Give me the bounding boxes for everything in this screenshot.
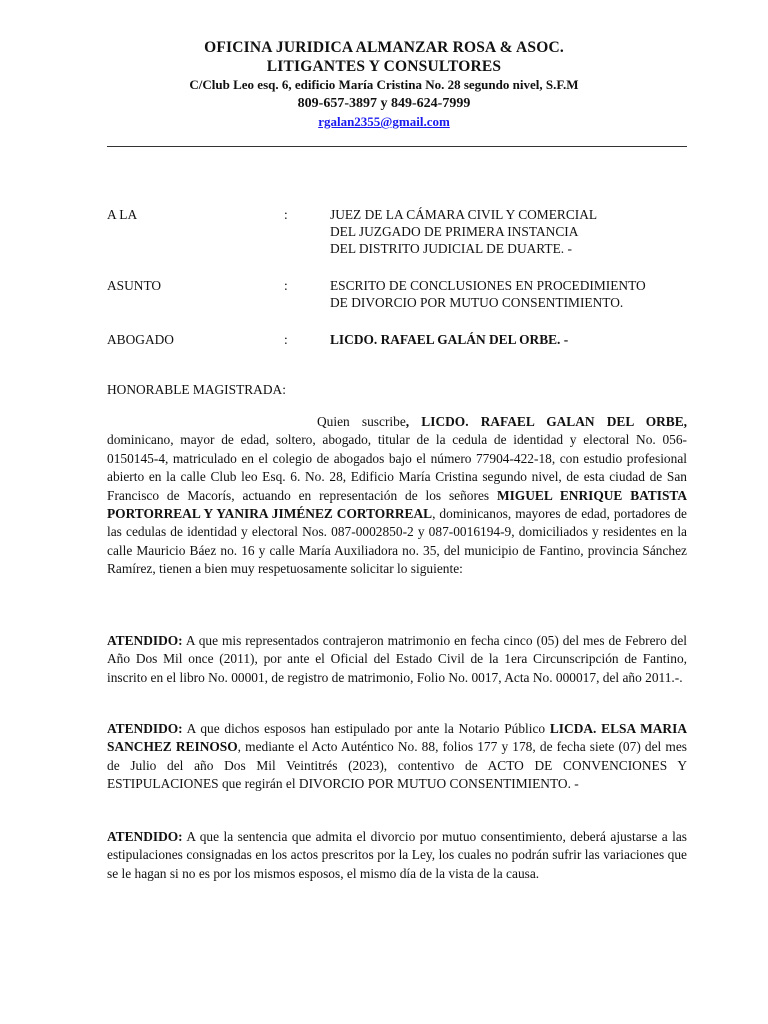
letterhead: [0, 38, 768, 130]
intro-text-continued: , dominicanos, mayores de edad, portadores de las cedulas de identidad y electoral Nos. 087-0002850-2 y 087-0016194-9, domiciliados y residentes en la calle Mauricio Báez no. 16 y calle María Auxiliadora no. 35, del municipio de Fantino, provincia Sánchez Ramírez, tienen a bien muy respetuosamente solicitar lo siguiente:: [107, 506, 687, 577]
firm-phones: 809-657-3897 y 849-624-7999: [297, 96, 471, 111]
firm-tagline: LITIGANTES Y CONSULTORES: [266, 58, 502, 75]
addressee-colon: :: [284, 207, 288, 222]
intro-text: dominicano, mayor de edad, soltero, abogado, titular de la cedula de identidad y electoral No. 056-0150145-4, matriculado en el colegio de abogados bajo el número 77904-422-18, con estudio profesional abierto en la calle Club leo Esq. 6. No. 28, Edificio María Cristina segundo nivel, de esta ciudad de San Francisco de Macorís, actuando en representación de los señores: [107, 432, 687, 503]
subject-colon: :: [284, 278, 288, 293]
subject-line: ESCRITO DE CONCLUSIONES EN PROCEDIMIENTO: [330, 278, 646, 293]
atendido-label: ATENDIDO:: [107, 829, 183, 844]
atendido-text-continued: , mediante el Acto Auténtico No. 88, folios 177 y 178, de fecha siete (07) del mes de Julio del año Dos Mil Veintitrés (2023), contentivo de ACTO DE CONVENCIONES Y ESTIPULACIONES que regirán el DIVORCIO POR MUTUO CONSENTIMIENTO. -: [107, 739, 687, 792]
atendido-text: A que dichos esposos han estipulado por ante la Notario Público: [182, 721, 550, 736]
addressee-line: DEL DISTRITO JUDICIAL DE DUARTE. -: [330, 241, 572, 256]
lawyer-label: ABOGADO: [107, 332, 174, 347]
addressee-value: [330, 206, 690, 257]
atendido-paragraph-3: [107, 828, 687, 883]
firm-email-link[interactable]: rgalan2355@gmail.com: [318, 114, 450, 129]
addressee-label: A LA: [107, 207, 138, 222]
header-divider: [107, 146, 687, 147]
atendido-label: ATENDIDO:: [107, 721, 183, 736]
atendido-text: A que mis representados contrajeron matrimonio en fecha cinco (05) del mes de Febrero del Año Dos Mil once (2011), por ante el Oficial del Estado Civil de la 1era Circunscripción de Fantino, inscrito en el libro No. 00001, de registro de matrimonio, Folio No. 0017, Acta No. 000017, del año 2011.-.: [107, 633, 687, 685]
firm-address: C/Club Leo esq. 6, edificio María Cristina No. 28 segundo nivel, S.F.M: [189, 77, 579, 92]
notary-name: LICDA. ELSA MARIA SANCHEZ REINOSO: [107, 721, 687, 755]
firm-name: OFICINA JURIDICA ALMANZAR ROSA & ASOC.: [204, 39, 564, 56]
clients-names: MIGUEL ENRIQUE BATISTA PORTORREAL Y YANIRA JIMÉNEZ CORTORREAL: [107, 487, 687, 522]
salutation: HONORABLE MAGISTRADA:: [107, 382, 286, 397]
atendido-text: A que la sentencia que admita el divorcio por mutuo consentimiento, deberá ajustarse a las estipulaciones consignadas en los actos prescritos por la Ley, los cuales no podrán sufrir las variaciones que se le hagan si no es por los mismos esposos, el mismo día de la vista de la causa.: [107, 829, 687, 881]
subject-label: ASUNTO: [107, 278, 162, 293]
signer-name: , LICDO. RAFAEL GALAN DEL ORBE,: [405, 414, 687, 429]
atendido-label: ATENDIDO:: [107, 633, 183, 648]
subject-value: [330, 277, 690, 311]
addressee-line: DEL JUZGADO DE PRIMERA INSTANCIA: [330, 224, 579, 239]
atendido-paragraph-2: [107, 720, 687, 794]
lawyer-name: LICDO. RAFAEL GALÁN DEL ORBE. -: [330, 332, 569, 347]
lawyer-colon: :: [284, 332, 288, 347]
atendido-paragraph-1: [107, 632, 687, 687]
addressee-line: JUEZ DE LA CÁMARA CIVIL Y COMERCIAL: [330, 207, 598, 222]
subject-line: DE DIVORCIO POR MUTUO CONSENTIMIENTO.: [330, 295, 624, 310]
intro-paragraph: [107, 413, 687, 579]
lawyer-value: [330, 331, 690, 348]
intro-opening: Quien suscribe: [317, 414, 406, 429]
